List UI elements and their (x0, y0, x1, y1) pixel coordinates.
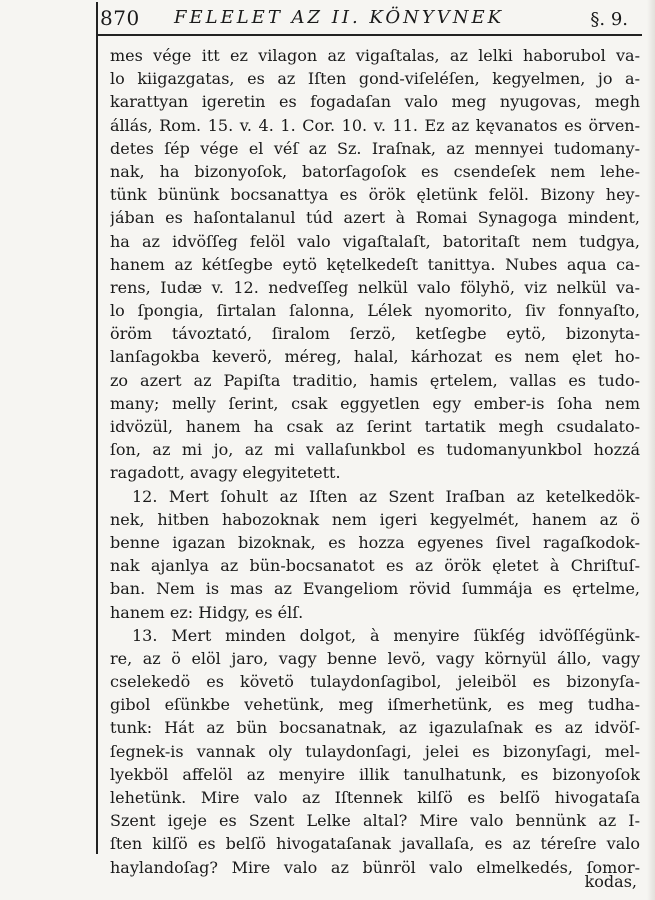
text-line: detes ſép vége el véſ az Sz. Iraſnak, az mennyei tudomany- (110, 138, 640, 158)
left-border-rule (96, 2, 98, 854)
text-line: nak ajanlya az bün-bocsanatot es az örök ęletet à Chriſtuſ- (110, 556, 640, 576)
text-line: lo ſpongia, ſirtalan ſalonna, Lélek nyomorito, ſiv fonnyaſto, (110, 301, 640, 321)
text-line: hanem az kétſegbe eytö kętelkedeſt tanittya. Nubes aqua ca- (110, 254, 640, 274)
text-line: lo kiigazgatas, es az Iſten gond-viſeléſen, kegyelmen, jo a- (110, 69, 640, 89)
text-line: rens, Iudæ v. 12. nedveſſeg nelkül valo fölyhö, viz nelkül va- (110, 277, 640, 297)
text-line: zo azert az Papiſta traditio, hamis ęrtelem, vallas es tudo- (110, 370, 640, 390)
text-line: ſegnek-is vannak oly tulaydonſagi, jelei es bizonyſagi, mel- (110, 741, 640, 761)
text-line: Szent igeje es Szent Lelke altal? Mire valo bennünk az I- (110, 811, 640, 831)
text-line: haylandoſag? Mire valo az bünröl valo elmelkedés, ſomor- (110, 857, 640, 877)
text-line: lanſagokba keverö, méreg, halal, kárhozat es nem ęlet ho- (110, 347, 640, 367)
page-number: 870 (100, 6, 140, 30)
text-line: állás, Rom. 15. v. 4. 1. Cor. 10. v. 11. Ez az kęvanatos es örven- (110, 115, 640, 135)
text-line: ſon, az mi jo, az mi vallaſunkbol es tudomanyunkbol hozzá (110, 440, 640, 460)
page-edge-shadow (647, 0, 655, 900)
text-line: ban. Nem is mas az Evangeliom rövid ſummája es ęrtelme, (110, 579, 640, 599)
body-text (110, 44, 640, 879)
text-line: benne igazan bizoknak, es hozza egyenes ſivel ragaſkodok- (110, 532, 640, 552)
text-line: ſten kilſö es belſö hivogataſanak javallaſa, es az téreſre valo (110, 834, 640, 854)
text-line: lehetünk. Mire valo az Iſtennek kilſö es belſö hivogataſa (110, 788, 640, 807)
text-line: re, az ö elöl jaro, vagy benne levö, vagy környül állo, vagy (110, 648, 640, 668)
text-line: hanem ez: Hidgy, es élſ. (110, 602, 304, 622)
text-line: ha az idvöſſeg felöl valo vigaſtalaſt, batoritaſt nem tudgya, (110, 231, 640, 251)
text-line: many; melly ſerint, csak eggyetlen egy ember-is ſoha nem (110, 393, 640, 413)
text-line: nak, ha bizonyoſok, batorſagoſok es csendeſek nem lehe- (110, 161, 640, 181)
text-line: öröm távoztató, ſiralom ſerzö, ketſegbe eytö, bizonyta- (110, 324, 640, 344)
text-line: jában es haſontalanul túd azert à Romai Synagoga mindent, (110, 208, 640, 228)
text-line: tünk bününk bocsanattya es örök ęletünk felöl. Bizony hey- (110, 185, 640, 205)
running-title: FELELET AZ II. KÖNYVNEK (174, 7, 505, 28)
paragraph-start-line: 13. Mert minden dolgot, à menyire ſükſég idvöſſégünk- (132, 625, 640, 645)
page-header (96, 2, 642, 36)
paragraph-start-line: 12. Mert ſohult az Iſten az Szent Iraſban az ketelkedök- (132, 486, 640, 506)
text-line: karattyan igeretin es fogadaſan valo meg nyugovas, megh (110, 92, 640, 112)
text-line: gibol eſünkbe vehetünk, meg iſmerhetünk, es meg tudha- (110, 695, 640, 715)
text-line: nek, hitben habozoknak nem igeri kegyelmét, hanem az ö (110, 509, 640, 529)
text-line: lyekböl affelöl az menyire illik tanulhatunk, es bizonyoſok (110, 764, 640, 784)
text-line: ragadott, avagy elegyitetett. (110, 463, 341, 483)
text-line: cselekedö es követö tulaydonſagibol, jeleiböl es bizonyſa- (110, 672, 640, 692)
text-line: tunk: Hát az bün bocsanatnak, az igazulaſnak es az idvöſ- (110, 718, 640, 738)
text-line: mes vége itt ez vilagon az vigaſtalas, az lelki haborubol va- (110, 46, 640, 65)
section-mark: §. 9. (590, 9, 628, 30)
text-line: idvözül, hanem ha csak az ſerint tartatik megh csudalato- (110, 417, 640, 436)
catchword: kodas, (584, 872, 637, 891)
